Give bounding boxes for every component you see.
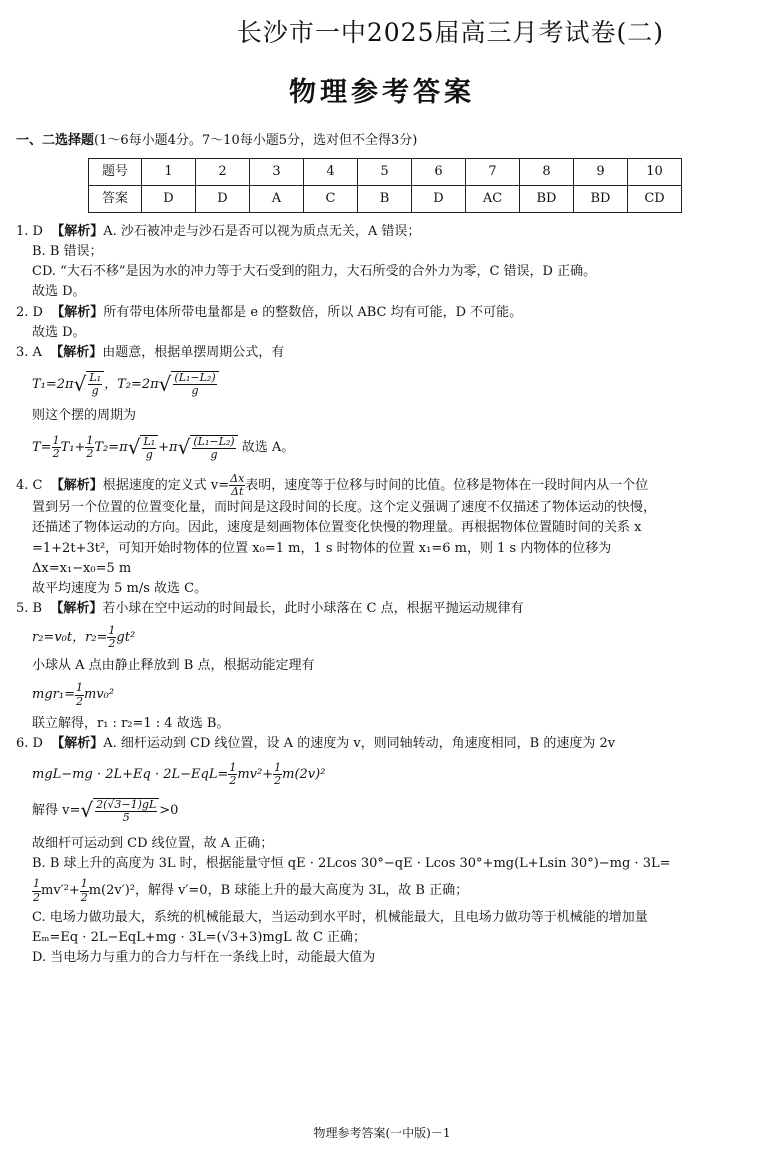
section-note: (1～6每小题4分。7～10每小题5分，选对但不全得3分) [94,133,418,148]
table-cell: CD [628,186,682,213]
table-cell: D [196,186,250,213]
fraction-denominator: 2 [80,890,88,904]
fraction-numerator: (L₁−L₂) [174,371,216,385]
question-number: 5. B [16,601,43,617]
fraction-denominator: 2 [52,447,60,461]
formula-text: mv²+ [237,767,274,783]
fraction [75,682,84,707]
solution-line: 表明，速度等于位移与时间的比值。位移是物体在一段时间内从一个位 [245,478,649,494]
formula-line [16,878,750,903]
row-label-answer: 答案 [89,186,142,213]
table-cell: 8 [520,159,574,186]
analysis-tag: 【解析】 [50,344,103,360]
solution-line: CD. “大石不移”是因为水的冲力等于大石受到的阻力，大石所受的合外力为零，C 错误，D 正确。 [32,264,597,280]
fraction-denominator: 2 [86,447,94,461]
formula-line [16,625,750,650]
fraction [52,435,61,460]
question-number: 1. D [16,224,43,239]
fraction-numerator: 1 [108,624,116,638]
section-label: 一、二选择题 [16,133,95,148]
fraction [173,372,216,397]
solution-6 [16,734,750,968]
formula-text: +π [158,440,178,456]
fraction-numerator: 1 [75,681,83,695]
table-cell: C [304,186,358,213]
solution-line: C. 电场力做功最大，系统的机械能最大，当运动到水平时，机械能最大，且电场力做功等于机械能的增加量 [32,909,648,925]
table-cell: 6 [412,159,466,186]
analysis-tag: 【解析】 [51,304,104,320]
table-cell: 1 [142,159,196,186]
solution-line: 联立解得，r₁ : r₂=1 : 4 故选 B。 [32,715,230,731]
fraction-denominator: g [191,384,199,398]
fraction [192,436,235,461]
solution-line: 故选 D。 [32,324,86,340]
fraction-numerator: 1 [80,877,88,891]
table-row-answers [89,186,682,213]
formula-text: m(2v)² [282,767,326,783]
sqrt-sign: √ [177,435,191,460]
fraction [142,436,156,461]
formula-text: 解得 v= [32,803,81,819]
table-cell: D [142,186,196,213]
solution-line: 置到另一个位置的位置变化量，而时间是这段时间的长度。这个定义强调了速度不仅描述了物体运动的快慢， [32,500,657,516]
sqrt-body [190,435,237,461]
table-row-numbers [89,159,682,186]
fraction-numerator: L₁ [143,434,156,448]
fraction-numerator: 2(√3−1)gL [96,797,157,811]
solution-line: B. B 球上升的高度为 3L 时，根据能量守恒 qE · 2Lcos 30°−qE · Lcos 30°+mg(L+Lsin 30°)−mg · 3L= [32,856,671,872]
formula-text: mgr₁= [32,687,75,703]
fraction [228,762,237,787]
table-cell: D [412,186,466,213]
solution-4 [16,473,750,599]
fraction-denominator: 2 [274,774,282,788]
solution-line: 由题意，根据单摆周期公式，有 [102,344,285,360]
solution-line: 小球从 A 点由静止释放到 B 点，根据动能定理有 [32,658,315,674]
formula-text: gt² [116,630,136,646]
formula-line [16,762,750,787]
solution-line: 若小球在空中运动的时间最长，此时小球落在 C 点，根据平抛运动规律有 [102,601,524,617]
question-number: 3. A [16,344,42,360]
sqrt-body [86,371,104,397]
analysis-tag: 【解析】 [50,478,103,494]
fraction [95,799,157,824]
fraction-numerator: 1 [52,434,60,448]
solution-5 [16,599,750,734]
solution-line: 根据速度的定义式 v= [102,478,230,494]
solution-line: A. 沙石被冲走与沙石是否可以视为质点无关，A 错误； [103,224,421,239]
fraction-numerator: L₁ [89,371,102,385]
solution-line: B. B 错误； [32,244,103,260]
fraction-numerator: 1 [86,434,94,448]
formula-text: T₁+ [60,440,86,456]
sqrt-body [93,798,159,824]
solution-line: 故细杆可运动到 CD 线位置，故 A 正确； [32,836,274,852]
page-footer: 物理参考答案(一中版)－1 [313,1126,451,1140]
fraction [80,878,89,903]
fraction-denominator: g [210,447,218,461]
fraction [32,878,41,903]
fraction-denominator: 2 [75,694,83,708]
table-cell: 3 [250,159,304,186]
analysis-tag: 【解析】 [51,735,104,751]
formula-line [16,682,750,707]
solution-line: 则这个摆的周期为 [32,407,137,423]
question-number: 4. C [16,478,43,494]
solution-line: 故选 D。 [32,284,86,300]
question-number: 2. D [16,304,43,320]
row-label-number: 题号 [89,159,142,186]
solution-3 [16,343,750,463]
answer-table [88,158,682,213]
fraction-denominator: 2 [229,774,237,788]
solution-line: =1+2t+3t²，可知开始时物体的位置 x₀=1 m，1 s 时物体的位置 x₁=6 m，则 1 s 内物体的位移为 [32,540,612,556]
sqrt-sign: √ [158,371,172,396]
formula-text: T₁=2π [32,376,74,392]
solution-line: 故平均速度为 5 m/s 故选 C。 [32,580,208,596]
formula-text: T₂=π [94,440,128,456]
fraction [88,372,102,397]
fraction-denominator: 5 [122,810,130,824]
solution-2 [16,303,750,343]
formula-text: 故选 A。 [241,440,295,456]
formula-text: mgL−mg · 2L+Eq · 2L−EqL= [32,767,229,783]
formula-periods [16,369,750,400]
solution-line: 还描述了物体运动的方向。因此，速度是刻画物体位置变化快慢的物理量。再根据物体位置随时间的关系 x [32,520,642,536]
table-cell: B [358,186,412,213]
formula-text: ，T₂=2π [104,376,159,392]
fraction-denominator: g [145,447,153,461]
formula-text: m(2v′)²，解得 v′=0，B 球能上升的最大高度为 3L，故 B 正确； [88,883,469,899]
table-cell: 2 [196,159,250,186]
table-cell: 4 [304,159,358,186]
solution-line: Eₘ=Eq · 2L−EqL+mg · 3L=(√3+3)mgL 故 C 正确； [32,929,367,945]
sqrt-body [140,435,158,461]
fraction-denominator: 2 [33,890,40,904]
table-cell: BD [574,186,628,213]
sqrt-body [171,371,218,397]
page-title: 物理参考答案 [289,77,475,108]
sqrt-sign: √ [73,371,87,396]
exam-header: 长沙市一中2025届高三月考试卷(二) [236,18,664,47]
formula-text: >0 [159,803,179,819]
solution-1 [16,222,750,303]
formula-text: r₂=v₀t，r₂= [32,630,108,646]
fraction-denominator: g [91,384,99,398]
table-cell: 10 [628,159,682,186]
table-cell: A [250,186,304,213]
fraction [85,435,94,460]
fraction-numerator: Δx [230,472,245,486]
sqrt-sign: √ [127,435,141,460]
fraction [229,473,245,498]
formula-total-period [16,432,750,463]
fraction-denominator: Δt [231,485,244,499]
fraction-numerator: 1 [229,760,237,774]
sqrt-sign: √ [80,798,94,823]
solution-line: 所有带电体所带电量都是 e 的整数倍，所以 ABC 均有可能，D 不可能。 [103,304,523,320]
fraction-numerator: 1 [274,760,282,774]
table-cell: AC [466,186,520,213]
solution-line: Δx=x₁−x₀=5 m [32,560,132,576]
analysis-tag: 【解析】 [51,224,104,239]
table-cell: 7 [466,159,520,186]
formula-text: mv₀² [83,687,115,703]
section-heading [16,131,417,151]
solution-line: A. 细杆运动到 CD 线位置，设 A 的速度为 v，则同轴转动，角速度相同，B 的速度为 2v [103,735,616,751]
formula-line [16,795,750,826]
fraction-numerator: (L₁−L₂) [193,434,235,448]
table-cell: 9 [574,159,628,186]
analysis-tag: 【解析】 [50,601,103,617]
fraction-numerator: 1 [33,877,40,891]
formula-text: mv′²+ [41,883,80,899]
formula-text: T= [32,440,52,456]
solutions [16,222,750,968]
fraction [273,762,282,787]
table-cell: 5 [358,159,412,186]
fraction-denominator: 2 [108,637,116,651]
solution-line: D. 当电场力与重力的合力与杆在一条线上时，动能最大值为 [32,949,376,965]
table-cell: BD [520,186,574,213]
question-number: 6. D [16,735,43,751]
